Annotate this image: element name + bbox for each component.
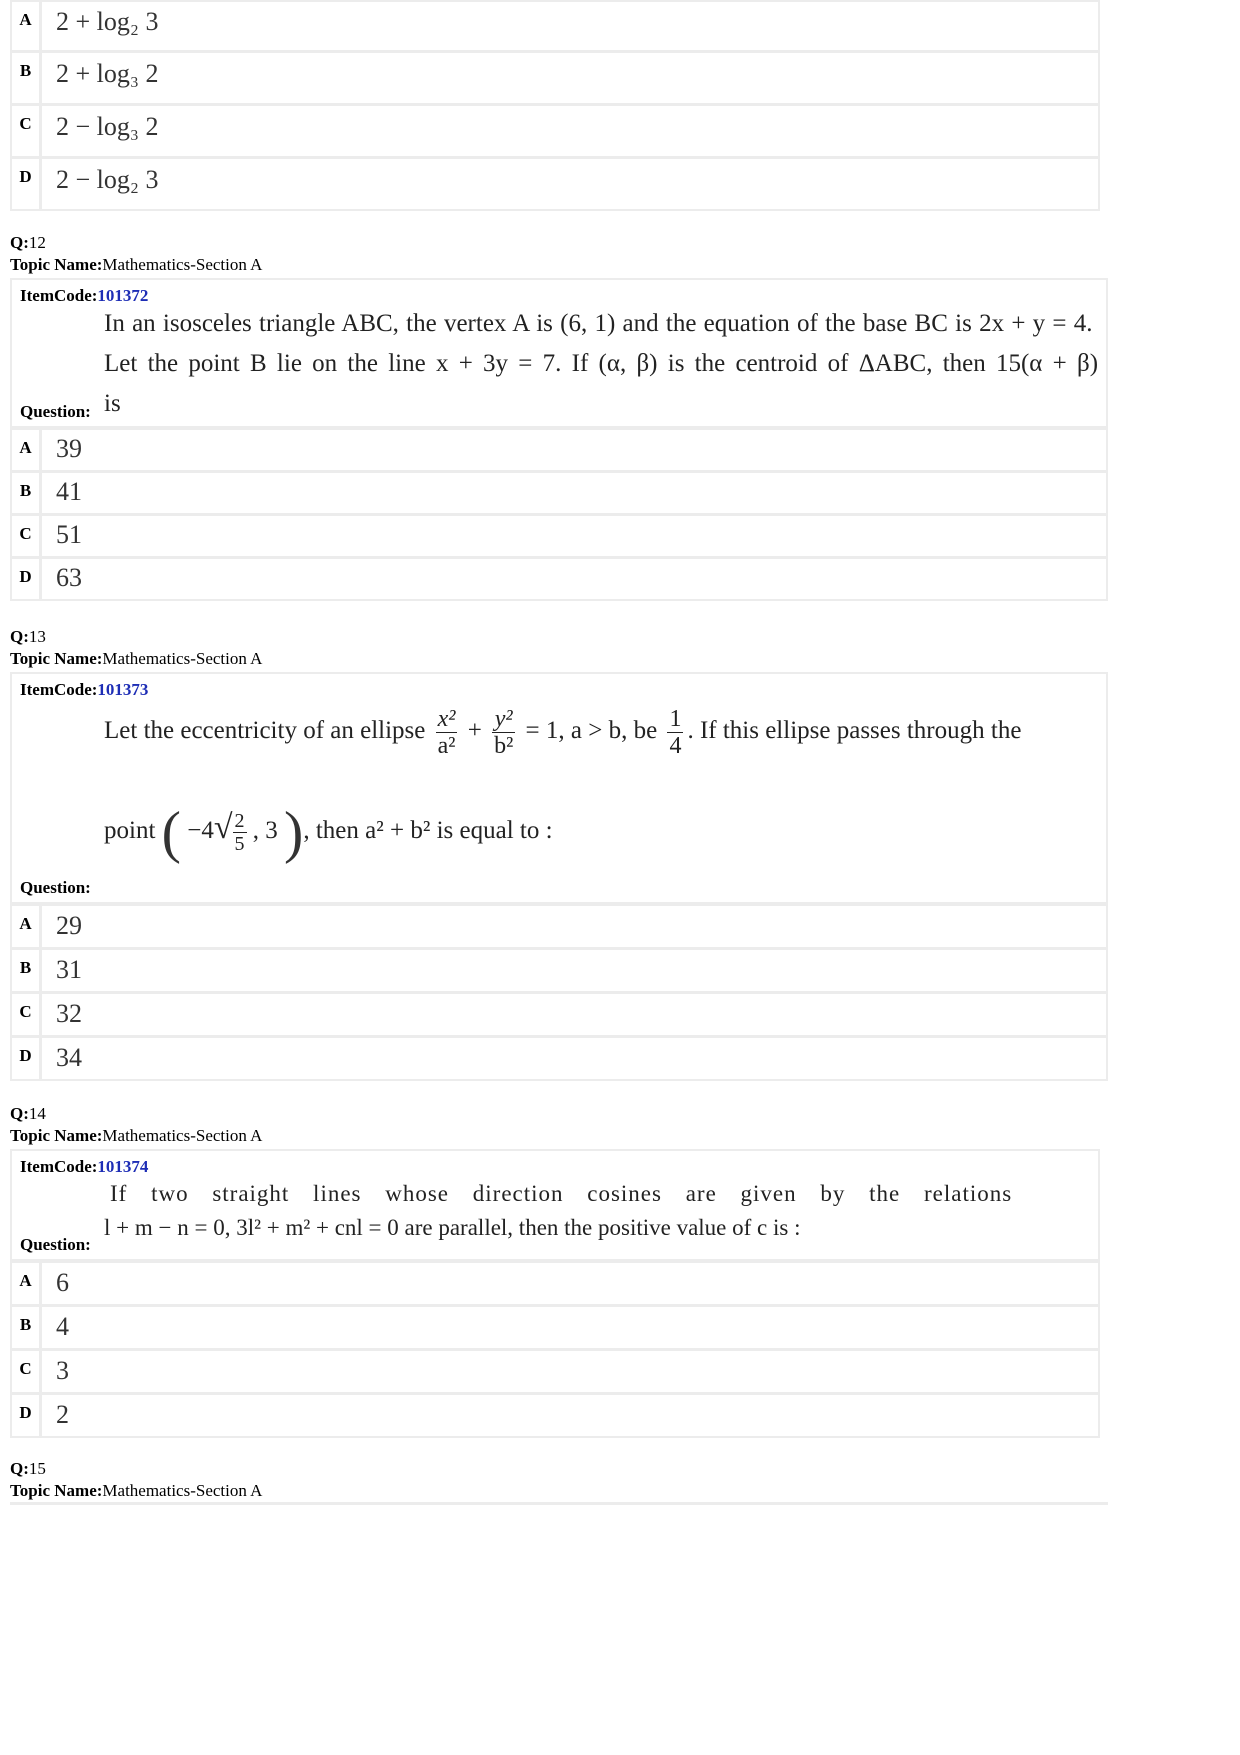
option-letter: B (12, 473, 42, 513)
question-box (10, 278, 1108, 428)
option-row[interactable] (12, 430, 1106, 470)
option-row[interactable] (12, 516, 1106, 556)
topic-name: Mathematics-Section A (102, 649, 263, 668)
question-text (104, 1177, 1013, 1245)
option-value: 32 (56, 999, 82, 1028)
question-text-line: In an isosceles triangle ABC, the vertex A is (6, 1) and the equation of the base BC is 2x + y = 4. (104, 310, 1093, 337)
fraction: $\frac{1}{4}$ (669, 706, 682, 759)
option-row[interactable] (12, 994, 1106, 1035)
option-value: 2 + log₃ 2 (56, 59, 159, 88)
question-text-line: l + m − n = 0, 3l² + m² + cnl = 0 are parallel, then the positive value of c is : (104, 1215, 801, 1240)
option-row[interactable] (12, 53, 1098, 103)
option-value: 4 (56, 1312, 69, 1341)
question-text-line: If two straight lines whose direction cosines are given by the relations (110, 1181, 1013, 1206)
question-header (10, 1458, 262, 1502)
q-prefix: Q: (10, 233, 29, 252)
option-value: 31 (56, 955, 82, 984)
option-value: 2 (56, 1400, 69, 1429)
question-header (10, 626, 262, 670)
question-box (10, 1149, 1100, 1261)
plus-sign: + (467, 717, 482, 745)
q11-options-table (10, 0, 1100, 211)
option-value: 51 (56, 520, 82, 549)
option-letter: A (12, 430, 42, 470)
item-code-number: 101374 (97, 1157, 149, 1176)
option-row[interactable] (12, 1351, 1098, 1392)
fraction: $\frac{\text{x²}}{\text{a²}}$ (437, 706, 456, 759)
option-value: 2 − log₃ 2 (56, 112, 159, 141)
question-text-part: , then a² + b² is equal to : (303, 817, 553, 844)
question-header (10, 232, 262, 276)
topic-prefix: Topic Name: (10, 649, 103, 668)
option-row[interactable] (12, 1038, 1106, 1079)
option-letter: A (12, 1263, 42, 1304)
question-box (10, 672, 1108, 904)
option-row[interactable] (12, 1263, 1098, 1304)
option-letter: C (12, 106, 42, 156)
item-code: ItemCode:101374 (20, 1157, 149, 1176)
option-row[interactable] (12, 159, 1098, 209)
item-code: ItemCode:101372 (20, 286, 149, 305)
question-label: Question: (20, 1235, 91, 1254)
option-value: 29 (56, 911, 82, 940)
question-text-part: point (104, 817, 156, 844)
point-y: , 3 (252, 817, 278, 844)
option-row[interactable] (12, 559, 1106, 599)
question-label: Question: (20, 878, 91, 897)
option-letter: C (12, 516, 42, 556)
option-value: 6 (56, 1268, 69, 1297)
option-letter: C (12, 994, 42, 1035)
question-number: 12 (28, 233, 46, 252)
question-text-line: Let the point B lie on the line x + 3y = 7. If (α, β) is the centroid of ΔABC, then 15(α + β) is (104, 350, 1099, 417)
option-value: 41 (56, 477, 82, 506)
q-prefix: Q: (10, 627, 29, 646)
option-value: 34 (56, 1043, 82, 1072)
option-letter: D (12, 159, 42, 209)
option-letter: A (12, 2, 42, 50)
topic-prefix: Topic Name: (10, 1126, 103, 1145)
item-code-number: 101372 (97, 286, 149, 305)
option-row[interactable] (12, 106, 1098, 156)
option-letter: B (12, 1307, 42, 1348)
topic-prefix: Topic Name: (10, 255, 103, 274)
option-row[interactable] (12, 906, 1106, 947)
question-text-part: = 1, a > b, be (525, 717, 658, 745)
point-x: −4√ $\frac{2}{5}$ (187, 809, 245, 855)
q-prefix: Q: (10, 1459, 29, 1478)
question-header (10, 1103, 262, 1147)
option-letter: B (12, 950, 42, 991)
question-number: 14 (28, 1104, 46, 1123)
question-text: point ( −4√ $\frac{2}{5}$ , 3 ), then a² + b² is equal to : (104, 799, 553, 865)
option-value: 39 (56, 434, 82, 463)
question-label: Question: (20, 402, 91, 421)
option-row[interactable] (12, 950, 1106, 991)
question-number: 15 (28, 1459, 46, 1478)
q12-options-table (10, 428, 1108, 601)
option-letter: B (12, 53, 42, 103)
option-value: 2 + log₂ 3 (56, 7, 159, 36)
option-letter: D (12, 1395, 42, 1436)
option-row[interactable] (12, 1395, 1098, 1436)
question-number: 13 (28, 627, 46, 646)
question-text-part: . If this ellipse passes through the (687, 717, 1022, 745)
q-prefix: Q: (10, 1104, 29, 1123)
option-letter: A (12, 906, 42, 947)
question-text (104, 706, 1021, 759)
question-text-part: Let the eccentricity of an ellipse (104, 717, 426, 745)
topic-prefix: Topic Name: (10, 1481, 103, 1500)
option-value: 2 − log₂ 3 (56, 165, 159, 194)
item-code-number: 101373 (97, 680, 149, 699)
topic-name: Mathematics-Section A (102, 1126, 263, 1145)
q13-options-table (10, 904, 1108, 1081)
option-letter: D (12, 559, 42, 599)
topic-name: Mathematics-Section A (102, 255, 263, 274)
option-value: 63 (56, 563, 82, 592)
q14-options-table (10, 1261, 1100, 1438)
item-code: ItemCode:101373 (20, 680, 149, 699)
option-letter: D (12, 1038, 42, 1079)
option-value: 3 (56, 1356, 69, 1385)
divider (10, 1502, 1108, 1505)
option-row[interactable] (12, 473, 1106, 513)
fraction: $\frac{\text{y²}}{\text{b²}}$ (494, 706, 514, 759)
option-row[interactable] (12, 2, 1098, 50)
option-letter: C (12, 1351, 42, 1392)
topic-name: Mathematics-Section A (102, 1481, 263, 1500)
option-row[interactable] (12, 1307, 1098, 1348)
